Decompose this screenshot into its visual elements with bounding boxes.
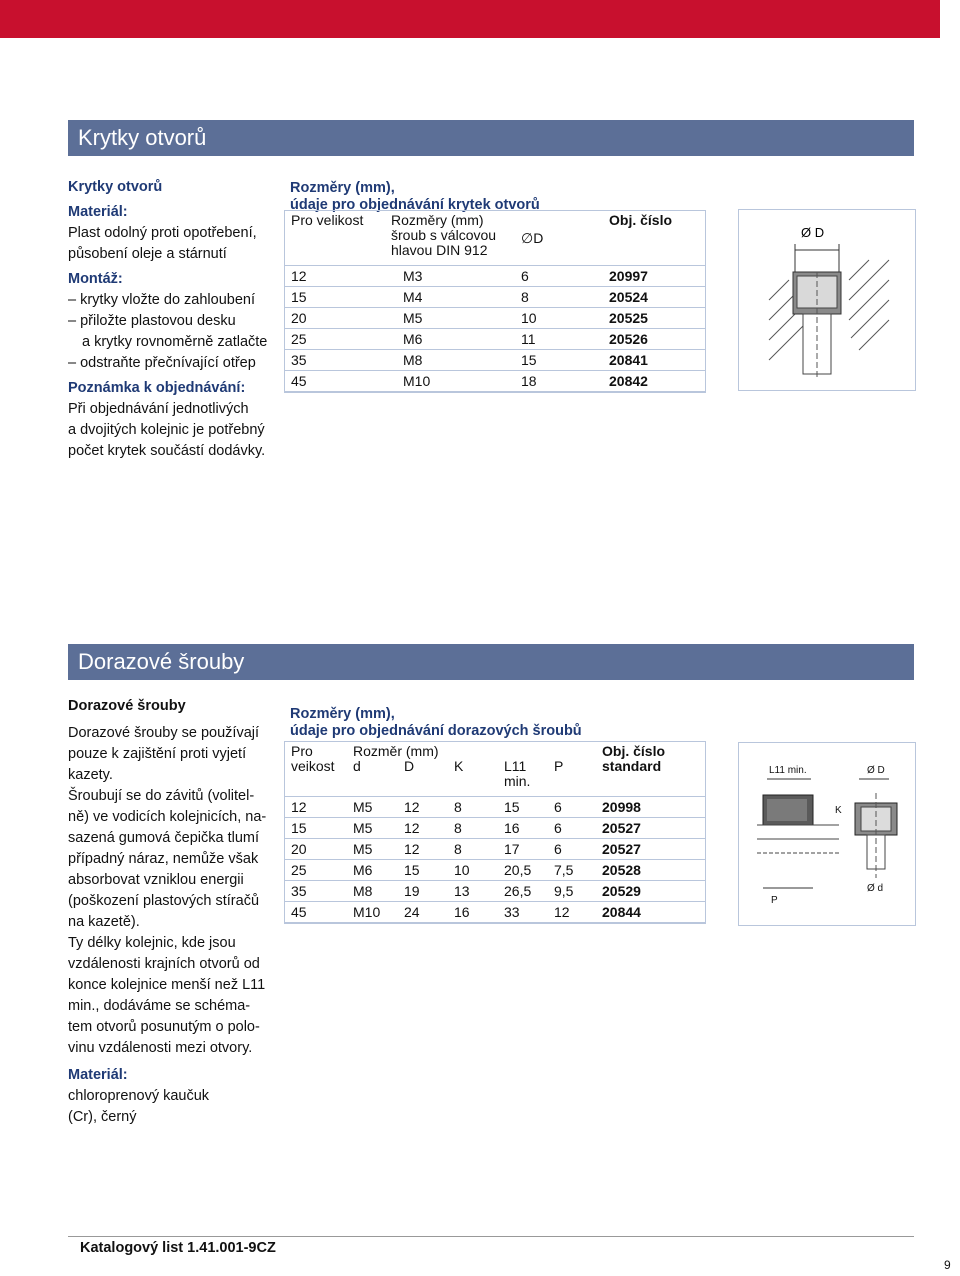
cell: 6 <box>548 838 596 859</box>
cell: 16 <box>498 817 548 838</box>
cell: 13 <box>448 880 498 901</box>
body-line: sazená gumová čepička tlumí <box>68 830 260 846</box>
cell: M6 <box>385 328 515 349</box>
section-title: Krytky otvorů <box>78 125 207 150</box>
mount-line: – odstraňte přečnívající otřep <box>68 355 256 371</box>
header-order <box>596 742 705 796</box>
table-row <box>285 880 705 901</box>
body-line: absorbovat vzniklou energii <box>68 872 244 888</box>
cell: M6 <box>347 859 398 880</box>
cell: 16 <box>448 901 498 922</box>
table-row <box>285 901 705 922</box>
cell: 20527 <box>596 817 705 838</box>
cell: 45 <box>285 901 347 922</box>
body-line: vinu vzdálenosti mezi otvory. <box>68 1040 253 1056</box>
l11-label: L11 min. <box>769 765 807 776</box>
diameter-D-label: Ø D <box>867 765 885 776</box>
body-line: případný náraz, nemůže však <box>68 851 259 867</box>
cell: 20 <box>285 307 385 328</box>
cell: 15 <box>515 349 603 370</box>
material-label: Materiál: <box>68 204 128 220</box>
table-title-line: údaje pro objednávání dorazových šroubů <box>290 723 582 739</box>
cell: 10 <box>515 307 603 328</box>
mount-line: – přiložte plastovou desku <box>68 313 236 329</box>
table-row <box>285 307 705 328</box>
table-header-row <box>285 742 705 796</box>
header-dims <box>347 742 596 796</box>
mount-line: a krytky rovnoměrně zatlačte <box>82 334 268 350</box>
cell: 12 <box>285 265 385 286</box>
diameter-d-label: Ø d <box>867 883 884 894</box>
table-title-line: Rozměry (mm), <box>290 706 395 722</box>
cell: 12 <box>398 796 448 817</box>
table-title-line: údaje pro objednávání krytek otvorů <box>290 197 540 213</box>
cell: 12 <box>285 796 347 817</box>
table-row <box>285 838 705 859</box>
cell: 20524 <box>603 286 705 307</box>
body-line: ně) ve vodicích kolejnicích, na- <box>68 809 267 825</box>
header-d: d <box>353 758 361 774</box>
caps-figure <box>738 209 916 391</box>
header-P: P <box>554 758 564 774</box>
header-size-line: Pro <box>291 743 313 759</box>
table-row <box>285 286 705 307</box>
page-number: 9 <box>944 1258 951 1272</box>
header-dims-line: Rozměry (mm) <box>391 212 484 228</box>
cell: 19 <box>398 880 448 901</box>
material-line: působení oleje a stárnutí <box>68 246 227 262</box>
cell: 7,5 <box>548 859 596 880</box>
header-dims-label: Rozměr (mm) <box>353 743 439 759</box>
body-line: na kazetě). <box>68 914 140 930</box>
cell: 10 <box>448 859 498 880</box>
stop-screw-drawing <box>739 743 915 925</box>
cell: 20998 <box>596 796 705 817</box>
cell: 11 <box>515 328 603 349</box>
cell: 20842 <box>603 370 705 391</box>
table-header-row <box>285 211 705 265</box>
cell: M4 <box>385 286 515 307</box>
cell: 20 <box>285 838 347 859</box>
body-line: pouze k zajištění proti vyjetí <box>68 746 247 762</box>
body-line: Šroubují se do závitů (volitel- <box>68 788 255 804</box>
material-line: (Cr), černý <box>68 1109 137 1125</box>
note-line: počet krytek součástí dodávky. <box>68 443 266 459</box>
header-K: K <box>454 758 464 774</box>
diameter-label: Ø D <box>801 225 825 240</box>
header-size <box>285 742 347 796</box>
cell: 24 <box>398 901 448 922</box>
catalog-sheet-label: Katalogový list 1.41.001-9CZ <box>80 1240 276 1256</box>
cell: 20525 <box>603 307 705 328</box>
header-size: Pro velikost <box>285 211 385 265</box>
cell: 20,5 <box>498 859 548 880</box>
cell: 8 <box>448 817 498 838</box>
header-size-line: veikost <box>291 758 335 774</box>
body-line: konce kolejnice menší než L11 <box>68 977 266 993</box>
body-line: Dorazové šrouby se používají <box>68 725 260 741</box>
header-order: Obj. číslo <box>603 211 705 265</box>
cell: 15 <box>398 859 448 880</box>
cap-drawing <box>739 210 915 390</box>
body-line: Ty délky kolejnic, kde jsou <box>68 935 236 951</box>
cell: 20527 <box>596 838 705 859</box>
header-dims <box>385 211 515 265</box>
stops-heading: Dorazové šrouby <box>68 698 186 714</box>
cell: M8 <box>347 880 398 901</box>
cell: 35 <box>285 349 385 370</box>
mount-label: Montáž: <box>68 271 123 287</box>
cell: 33 <box>498 901 548 922</box>
cell: 12 <box>548 901 596 922</box>
table-row <box>285 796 705 817</box>
top-red-bar <box>0 0 940 38</box>
header-order-line: standard <box>602 758 662 774</box>
cell: 9,5 <box>548 880 596 901</box>
cell: 8 <box>448 838 498 859</box>
header-order-line: Obj. číslo <box>602 743 666 759</box>
body-line: kazety. <box>68 767 113 783</box>
note-label: Poznámka k objednávání: <box>68 380 246 396</box>
section-banner-stops <box>68 644 914 680</box>
cell: M5 <box>385 307 515 328</box>
mount-line: – krytky vložte do zahloubení <box>68 292 255 308</box>
cell: 15 <box>285 286 385 307</box>
cell: M5 <box>347 838 398 859</box>
cell: 12 <box>398 838 448 859</box>
K-label: K <box>835 805 842 816</box>
header-dims-line: šroub s válcovou <box>391 227 497 243</box>
cell: 8 <box>448 796 498 817</box>
table-title-line: Rozměry (mm), <box>290 180 395 196</box>
material-line: chloroprenový kaučuk <box>68 1088 210 1104</box>
body-line: vzdálenosti krajních otvorů od <box>68 956 260 972</box>
header-L11-line: min. <box>504 773 531 789</box>
cell: 17 <box>498 838 548 859</box>
cell: 6 <box>548 796 596 817</box>
cell: 20526 <box>603 328 705 349</box>
note-line: a dvojitých kolejnic je potřebný <box>68 422 265 438</box>
cell: M8 <box>385 349 515 370</box>
table-row <box>285 349 705 370</box>
material-label: Materiál: <box>68 1067 128 1083</box>
table-row <box>285 328 705 349</box>
cell: M3 <box>385 265 515 286</box>
cell: 6 <box>515 265 603 286</box>
cell: 15 <box>285 817 347 838</box>
table-row <box>285 817 705 838</box>
cell: M5 <box>347 796 398 817</box>
table-row <box>285 859 705 880</box>
caps-heading: Krytky otvorů <box>68 179 163 195</box>
body-line: (poškození plastových stíračů <box>68 893 260 909</box>
cell: 20528 <box>596 859 705 880</box>
caps-table-title <box>290 180 540 214</box>
table-row <box>285 265 705 286</box>
cell: 15 <box>498 796 548 817</box>
P-label: P <box>771 895 778 906</box>
cell: 20844 <box>596 901 705 922</box>
table-row <box>285 370 705 391</box>
cell: 45 <box>285 370 385 391</box>
cell: M10 <box>347 901 398 922</box>
header-L11 <box>498 759 548 789</box>
cell: 26,5 <box>498 880 548 901</box>
header-diameter: ∅D <box>515 211 603 265</box>
caps-description <box>68 177 278 462</box>
section-title: Dorazové šrouby <box>78 649 245 674</box>
section-banner-caps <box>68 120 914 156</box>
cell: 12 <box>398 817 448 838</box>
cell: 20997 <box>603 265 705 286</box>
stops-description <box>68 696 278 1128</box>
note-line: Při objednávání jednotlivých <box>68 401 249 417</box>
cell: 25 <box>285 859 347 880</box>
material-line: Plast odolný proti opotřebení, <box>68 225 257 241</box>
cell: 35 <box>285 880 347 901</box>
stops-table <box>285 742 705 923</box>
header-dims-cols <box>347 759 596 789</box>
caps-table <box>285 211 705 392</box>
cell: 25 <box>285 328 385 349</box>
cell: M5 <box>347 817 398 838</box>
header-dims-line: hlavou DIN 912 <box>391 242 488 258</box>
body-line: min., dodáváme se schéma- <box>68 998 251 1014</box>
body-line: tem otvorů posunutým o polo- <box>68 1019 260 1035</box>
cell: 18 <box>515 370 603 391</box>
cell: 6 <box>548 817 596 838</box>
footer-rule <box>68 1236 914 1237</box>
stops-figure <box>738 742 916 926</box>
header-D: D <box>404 758 415 774</box>
cell: 20529 <box>596 880 705 901</box>
cell: 20841 <box>603 349 705 370</box>
cell: 8 <box>515 286 603 307</box>
cell: M10 <box>385 370 515 391</box>
header-L11-line: L11 <box>504 758 527 774</box>
stops-table-title <box>290 706 582 740</box>
